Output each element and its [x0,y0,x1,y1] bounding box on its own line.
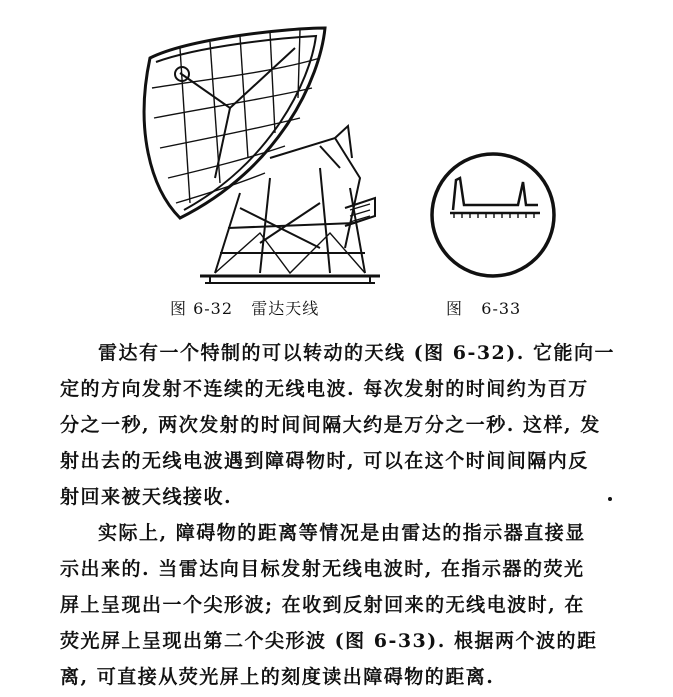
radar-figure-caption: 图 6-32 雷达天线 [170,299,320,318]
paragraph-line: 射回来被天线接收. [60,486,233,508]
paragraph-line: 实际上, 障碍物的距离等情况是由雷达的指示器直接显 [98,522,586,544]
oscilloscope-screen-illustration [428,150,558,280]
paragraph-line: 射出去的无线电波遇到障碍物时, 可以在这个时间间隔内反 [60,450,589,472]
paragraph-line: 离, 可直接从荧光屏上的刻度读出障碍物的距离. [60,666,495,688]
figure-area [0,0,673,330]
paragraph-line: 雷达有一个特制的可以转动的天线 (图 6-32). 它能向一 [98,342,615,364]
paragraph-line: 荧光屏上呈现出第二个尖形波 (图 6-33). 根据两个波的距 [60,630,598,652]
paragraph-line: 分之一秒, 两次发射的时间间隔大约是万分之一秒. 这样, 发 [60,414,601,436]
paragraph-line: 屏上呈现出一个尖形波; 在收到反射回来的无线电波时, 在 [60,594,585,616]
scope-figure-caption: 图 6-33 [446,299,522,318]
paragraph-line: 示出来的. 当雷达向目标发射无线电波时, 在指示器的荧光 [60,558,585,580]
radar-antenna-illustration [120,18,400,293]
paragraph-line: 定的方向发射不连续的无线电波. 每次发射的时间约为百万 [60,378,589,400]
paragraph-1 [60,335,622,515]
stray-dot-mark [608,497,612,501]
paragraph-2 [60,515,622,695]
